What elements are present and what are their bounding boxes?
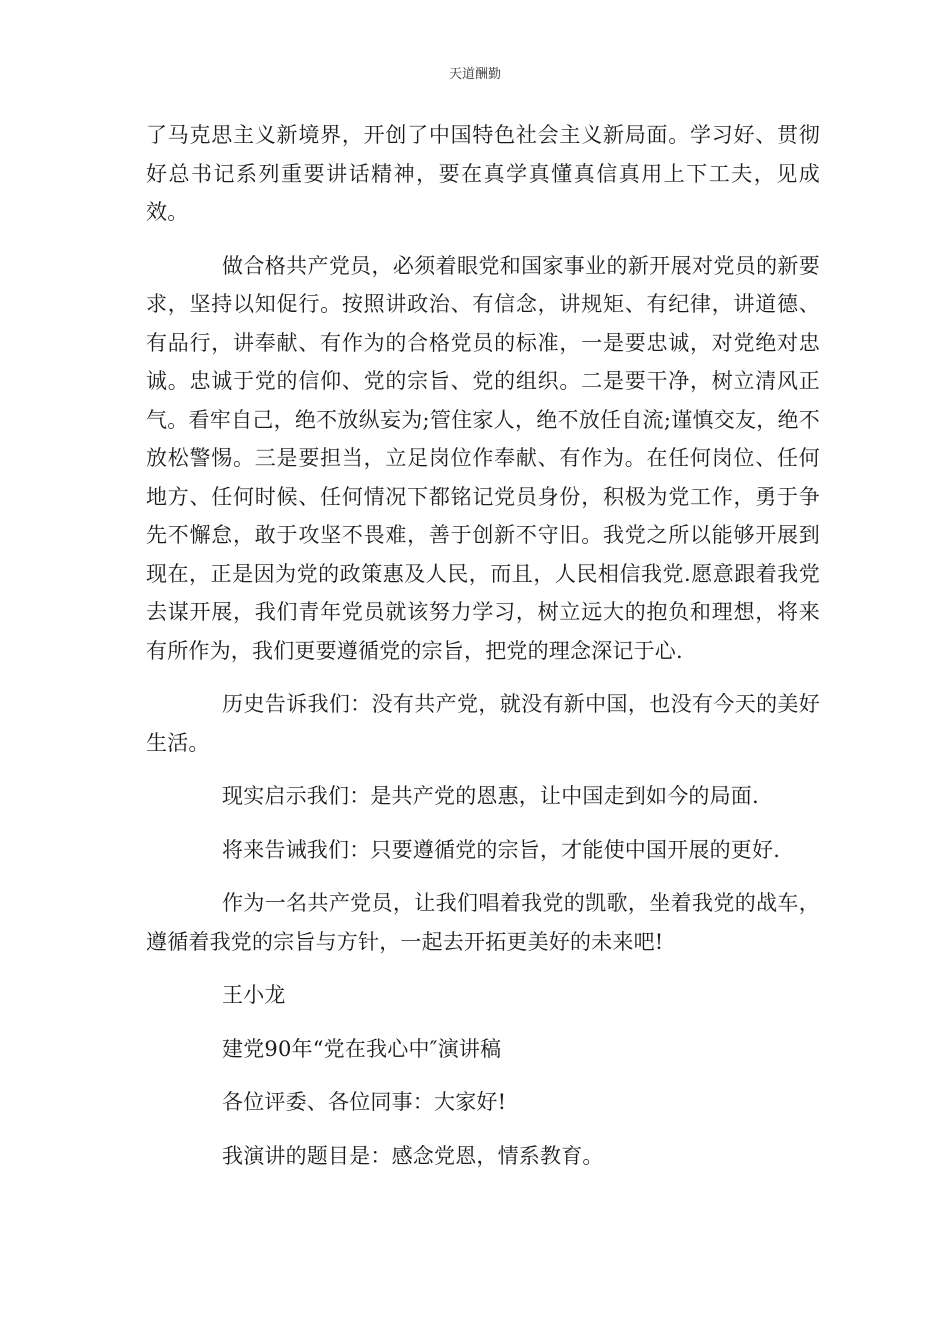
salutation: 各位评委、各位同事：大家好! [222,1090,507,1114]
author-name: 王小龙 [222,983,286,1007]
document-body [146,116,820,1175]
speech-title: 建党90年“党在我心中″演讲稿 [222,1036,502,1061]
paragraph-5: 将来告诫我们：只要遵循党的宗旨，才能使中国开展的更好. [222,837,781,862]
paragraph-4: 现实启示我们：是共产党的恩惠，让中国走到如今的局面. [222,784,759,808]
paragraph-6: 作为一名共产党员，让我们唱着我党的凯歌，坐着我党的战车，遵循着我党的宗旨与方针，一起去开拓更美好的未来吧! [146,891,820,954]
paragraph-2: 做合格共产党员，必须着眼党和国家事业的新开展对党员的新要求，坚持以知促行。按照讲政治、有信念，讲规矩、有纪律，讲道德、有品行，讲奉献、有作为的合格党员的标准，一是要忠诚，对党绝对忠诚。忠诚于党的信仰、党的宗旨、党的组织。二是要干净，树立清风正气。看牢自己，绝不放纵妄为;管住家人，绝不放任自流;谨慎交友，绝不放松警惕。三是要担当，立足岗位作奉献、有作为。在任何岗位、任何地方、任何时候、任何情况下都铭记党员身份，积极为党工作，勇于争先不懈怠，敢于攻坚不畏难，善于创新不守旧。我党之所以能够开展到现在，正是因为党的政策惠及人民，而且，人民相信我党.愿意跟着我党去谋开展，我们青年党员就该努力学习，树立远大的抱负和理想，将来有所作为，我们更要遵循党的宗旨，把党的理念深记于心. [146,253,820,663]
paragraph-1: 了马克思主义新境界，开创了中国特色社会主义新局面。学习好、贯彻好总书记系列重要讲话精神，要在真学真懂真信真用上下工夫，见成效。 [146,123,820,224]
page-header: 天道酬勤 [448,67,501,82]
speech-topic: 我演讲的题目是：感念党恩，情系教育。 [222,1143,604,1168]
paragraph-3: 历史告诉我们：没有共产党，就没有新中国，也没有今天的美好生活。 [146,692,820,755]
